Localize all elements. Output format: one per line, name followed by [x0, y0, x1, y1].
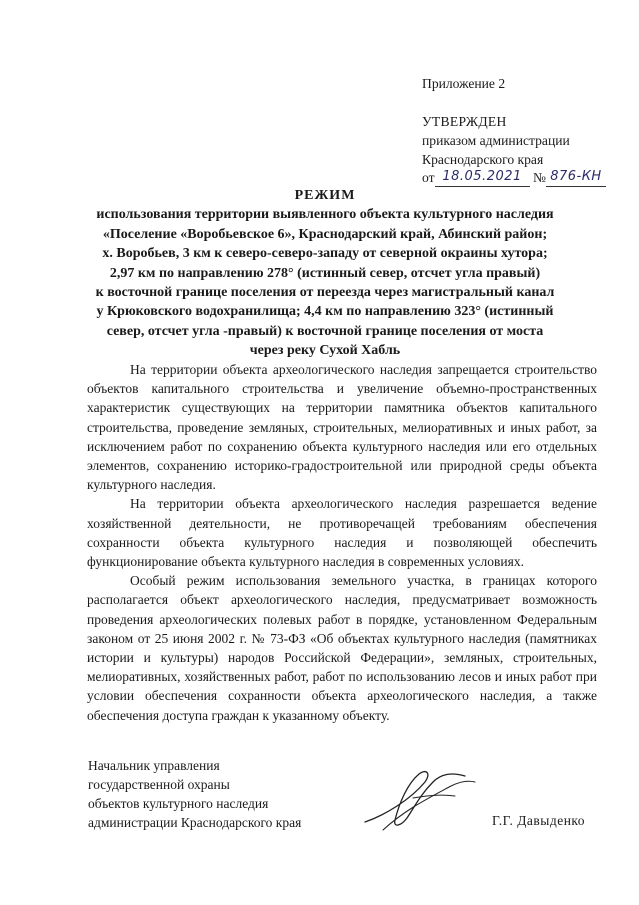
appendix-label: Приложение 2	[422, 76, 506, 91]
number-field	[546, 169, 606, 187]
date-prefix: от	[422, 170, 435, 185]
approval-authority-line: Краснодарского края	[422, 152, 544, 167]
approval-order-line: приказом администрации	[422, 133, 570, 148]
title-line: через реку Сухой Хабль	[249, 343, 401, 359]
handwritten-date: 18.05.2021	[442, 169, 522, 184]
title-line: север, отсчет угла -правый) к восточной границе поселения от моста	[106, 323, 544, 339]
handwritten-number: 876-КН	[550, 169, 602, 184]
approved-heading: УТВЕРЖДЕН	[422, 114, 507, 129]
position-line: объектов культурного наследия	[88, 796, 269, 811]
date-field	[435, 169, 530, 187]
document-title	[80, 186, 570, 361]
approval-date-line	[422, 168, 606, 187]
position-line: администрации Краснодарского края	[88, 815, 302, 830]
signatory-name: Г.Г. Давыденко	[492, 813, 586, 828]
document-body	[87, 360, 597, 725]
position-line: Начальник управления	[88, 758, 220, 773]
number-prefix: №	[532, 170, 546, 185]
title-line: х. Воробьев, 3 км к северо-северо-западу от северной окраины хутора;	[102, 246, 548, 262]
title-line: к восточной границе поселения от переезда через магистральный канал	[95, 285, 555, 301]
position-line: государственной охраны	[88, 777, 230, 792]
signatory-position	[88, 756, 301, 832]
title-line: 2,97 км по направлению 278° (истинный север, отсчет угла правый)	[109, 265, 541, 281]
title-line: «Поселение «Воробьевское 6», Краснодарский край, Абинский район;	[102, 226, 548, 242]
title-line: у Крюковского водохранилища; 4,4 км по направлению 323° (истинный	[96, 304, 554, 320]
paragraph-prohibitions: На территории объекта археологического наследия запрещается строительство объектов капитального строительства и увеличение объемно-пространственных характеристик существующих на территории памятника объектов капитального строительства, проведение земляных, строительных, мелиоративных и иных работ, за исключением работ по сохранению объекта культурного наследия или его отдельных элементов, сохранению историко-градостроительной или природной среды объекта культурного наследия.	[87, 362, 597, 493]
title-line: использования территории выявленного объекта культурного наследия	[96, 207, 554, 223]
paragraph-special-regime: Особый режим использования земельного участка, в границах которого располагается объект археологического наследия, предусматривает возможность проведения археологических полевых работ в порядке, установленном Федеральным законом от 25 июня 2002 г. № 73-ФЗ «Об объектах культурного наследия (памятниках истории и культуры) народов Российской Федерации», земляных, строительных, мелиоративных, хозяйственных работ, работ по использованию лесов и иных работ при условии обеспечения сохранности объекта археологического наследия, а также обеспечения доступа граждан к указанному объекту.	[87, 573, 597, 723]
paragraph-permissions: На территории объекта археологического наследия разрешается ведение хозяйственной деятельности, не противоречащей требованиям обеспечения сохранности объекта культурного наследия и позволяющей обеспечить функционирование объекта культурного наследия в современных условиях.	[87, 496, 597, 570]
handwritten-signature	[355, 760, 485, 835]
title-heading: РЕЖИМ	[294, 188, 356, 203]
